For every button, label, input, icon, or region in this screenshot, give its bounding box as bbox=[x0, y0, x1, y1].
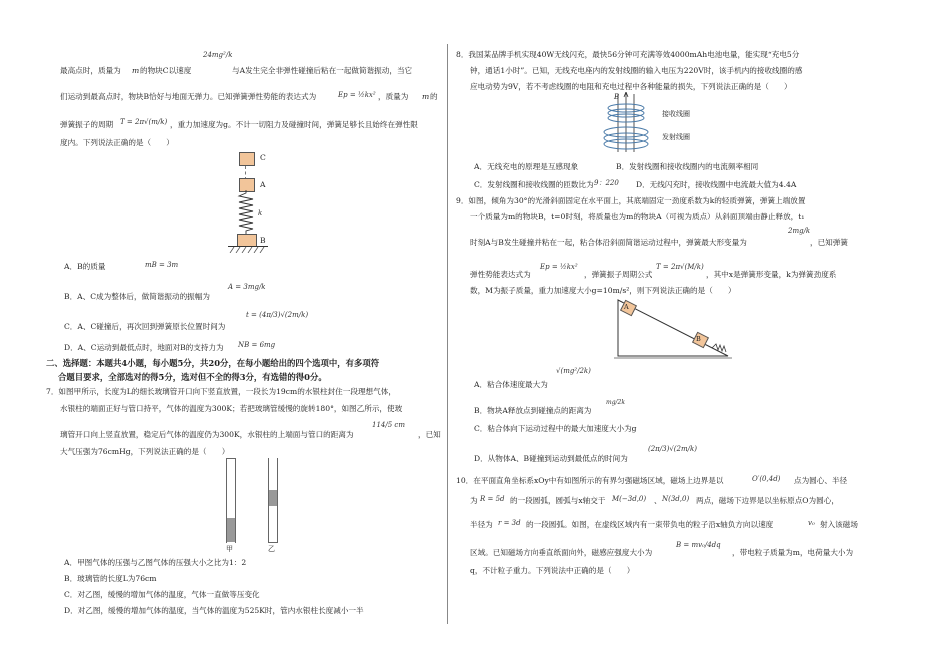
q7-option-d: D．对乙图，缓慢的增加气体的温度，当气体的温度为525K时，管内水银柱长度减小一半 bbox=[64, 606, 364, 615]
q7-option-a: A．甲图气体的压强与乙图气体的压强大小之比为1：2 bbox=[64, 558, 247, 567]
q9-option-b: B．物块A释放点到碰撞点的距离为 bbox=[474, 406, 592, 415]
spring-coil-icon bbox=[236, 190, 256, 234]
q7-option-c: C．对乙图，缓慢的增加气体的温度，气体一直做等压变化 bbox=[64, 590, 260, 599]
label-sending-coil: 发射线圈 bbox=[662, 133, 690, 141]
q10-line2-a: 为 bbox=[470, 496, 478, 505]
ground-hatch-icon bbox=[228, 247, 268, 253]
q8-option-b: B．发射线圈和接收线圈内的电流频率相同 bbox=[616, 162, 759, 171]
q9-option-a: A．粘合体速度最大为 bbox=[474, 380, 548, 389]
q6-line1-a: 最高点时，质量为 bbox=[60, 66, 121, 75]
q9-option-d: D．从物体A、B碰撞到运动到最低点的时间为 bbox=[474, 454, 628, 463]
q10-small-radius-formula: r = 3d bbox=[498, 519, 521, 527]
q9-deformation-formula: 2mg/k bbox=[788, 227, 811, 235]
q8-line3: 应电动势为9V，若不考虑线圈的电阻和充电过程中各种能量的损失，下列说法正确的是（ ） bbox=[470, 82, 792, 91]
q6-line3-b: ，重力加速度为g。不计一切阻力及碰撞时间，弹簧足够长且始终在弹性限 bbox=[170, 120, 418, 129]
q10-velocity-formula: v₀ bbox=[808, 519, 815, 527]
q6-option-a: A．B的质量 bbox=[64, 262, 106, 271]
q10-line5: q，不计粒子重力。下列说法中正确的是（ ） bbox=[470, 566, 635, 575]
q8-option-a: A．无线充电的原理是互感现象 bbox=[474, 162, 579, 171]
section2-header-line1: 二、选择题：本题共4小题，每小题5分，共20分，在每小题给出的四个选项中，有多项符 bbox=[46, 358, 380, 368]
label-a: A bbox=[624, 303, 629, 311]
q9-line4-a: 弹性势能表达式为 bbox=[470, 270, 531, 279]
label-yi: 乙 bbox=[268, 545, 275, 553]
q9-line3: 时刻A与B发生碰撞并粘在一起，粘合体沿斜面简谐运动过程中，弹簧最大形变量为 bbox=[470, 238, 747, 247]
label-field-b: B bbox=[614, 93, 620, 101]
q6-line2-c: 的 bbox=[430, 92, 438, 101]
spring-figure bbox=[228, 150, 288, 254]
section2-header-line2: 合题目要求，全部选对的得5分，选对但不全的得3分，有选错的得0分。 bbox=[58, 372, 327, 382]
coils-figure bbox=[596, 92, 706, 154]
label-b: B bbox=[260, 236, 266, 245]
q7-distance-formula: 114/5 cm bbox=[372, 421, 405, 429]
q10-line3-b: 的一段圆弧。如图，在虚线区域内有一束带负电的粒子沿x轴负方向以速度 bbox=[526, 520, 774, 529]
q10-line3-a: 半径为 bbox=[470, 520, 493, 529]
q6-line2-b: ，质量为 bbox=[378, 92, 409, 101]
q8-line2: 钟，通话1小时”。已知，无线充电座内的发射线圈的输入电压为220V时，该手机内的接收线圈的感 bbox=[470, 66, 803, 75]
q10-line2-sep: 、 bbox=[654, 496, 662, 505]
q7-line3: 璃管开口向上竖直放置，稳定后气体的温度仍为300K，水银柱的上端面与管口的距离为 bbox=[60, 430, 354, 439]
q10-radius-formula: R = 5d bbox=[480, 495, 505, 503]
q9-option-b-formula: mg/2k bbox=[606, 399, 626, 406]
label-c: C bbox=[260, 153, 266, 162]
q6-option-d-formula: NB = 6mg bbox=[238, 341, 276, 349]
q6-line1-b: 的物块C以速度 bbox=[140, 66, 192, 75]
incline-figure bbox=[614, 296, 734, 360]
q6-energy-formula: Ep = ½kx² bbox=[338, 91, 376, 99]
q6-option-c: C．A、C碰撞后，再次回到弹簧原长位置时间为 bbox=[64, 322, 226, 331]
q10-line1-b: 点为圆心、半径 bbox=[794, 476, 848, 485]
q10-field-formula: B = mv₀/4dq bbox=[676, 541, 721, 549]
q6-speed-formula: 24mg²/k bbox=[203, 51, 233, 59]
q6-line4: 度内。下列说法正确的是（ ） bbox=[60, 138, 174, 147]
q6-option-d: D．A、C运动到最低点时，地面对B的支持力为 bbox=[64, 343, 224, 352]
block-c bbox=[239, 152, 255, 166]
label-k: k bbox=[258, 209, 263, 217]
q6-var-m2: m bbox=[422, 92, 430, 101]
mercury-jia bbox=[227, 518, 235, 542]
q9-energy-formula: Ep = ½kx² bbox=[540, 263, 578, 271]
q6-line3-a: 弹簧振子的周期 bbox=[60, 120, 114, 129]
q6-option-a-formula: mB = 3m bbox=[145, 261, 179, 269]
q10-point-m: M(−3d,0) bbox=[612, 495, 647, 503]
q6-option-c-formula: t = (4π/3)√(2m/k) bbox=[246, 311, 309, 319]
q6-line1-c: 与A发生完全非弹性碰撞后粘在一起做简谐振动，当它 bbox=[232, 66, 413, 75]
q9-line5: 数，M为振子质量，重力加速度大小g=10m/s²，则下列说法正确的是（ ） bbox=[470, 286, 736, 295]
label-a: A bbox=[260, 180, 266, 189]
q6-period-formula: T = 2π√(m/k) bbox=[120, 118, 168, 126]
q9-option-a-formula: √(mg²/2k) bbox=[556, 367, 591, 375]
q9-line2: 一个质量为m的物块B，t=0时刻，将质量也为m的物块A（可视为质点）从斜面顶端由静止释放，t₁ bbox=[470, 212, 805, 221]
q7-line2: 水银柱的端面正好与管口持平，气体的温度为300K；若把玻璃管缓慢的旋转180°，如图乙所示，使玻 bbox=[60, 404, 403, 413]
glass-tubes-figure bbox=[220, 456, 290, 556]
q9-option-d-formula: (2π/3)√(2m/k) bbox=[648, 445, 697, 453]
q8-line1: 8．我国某品牌手机实现40W无线闪充，最快56分钟可充满等效4000mAh电池电量，能实现“充电5分 bbox=[456, 50, 800, 59]
q9-period-formula: T = 2π√(M/k) bbox=[656, 263, 704, 271]
q9-line4-b: ，弹簧振子周期公式 bbox=[584, 270, 653, 279]
label-b: B bbox=[696, 335, 701, 343]
q8-option-c-formula: 9：220 bbox=[594, 179, 619, 187]
q10-line3-c: 射入该磁场 bbox=[820, 520, 858, 529]
q9-line3-b: ，已知弹簧 bbox=[810, 238, 848, 247]
q8-option-c: C．发射线圈和接收线圈的匝数比为 bbox=[474, 180, 594, 189]
q6-option-b-formula: A = 3mg/k bbox=[228, 283, 266, 291]
q10-center-formula: O′(0,4d) bbox=[752, 475, 781, 483]
q10-line4-a: 区域。已知磁场方向垂直纸面向外，磁感应强度大小为 bbox=[470, 548, 653, 557]
q7-line3-b: ，已知 bbox=[418, 430, 441, 439]
q9-line4-c: ，其中x是弹簧形变量，k为弹簧劲度系 bbox=[706, 270, 837, 279]
q6-option-b: B．A、C成为整体后，做简谐振动的振幅为 bbox=[64, 292, 210, 301]
q10-line2-c: 两点，磁场下边界是以坐标原点O为圆心， bbox=[696, 496, 839, 505]
q10-point-n: N(3d,0) bbox=[662, 495, 690, 503]
q8-option-d: D．无线闪充时，接收线圈中电流最大值为4.4A bbox=[636, 180, 797, 189]
column-divider bbox=[447, 44, 448, 624]
q10-line2-b: 的一段圆弧，圆弧与x轴交于 bbox=[510, 496, 606, 505]
coils-icon bbox=[596, 92, 656, 154]
q7-line1: 7．如图甲所示，长度为L的细长玻璃管开口向下竖直放置，一段长为19cm的水银柱封住一段理想气体， bbox=[46, 387, 396, 396]
q9-option-c: C．粘合体向下运动过程中的最大加速度大小为g bbox=[474, 424, 637, 433]
q7-option-b: B．玻璃管的长度L为76cm bbox=[64, 574, 157, 583]
label-jia: 甲 bbox=[226, 545, 233, 553]
mercury-yi bbox=[269, 490, 277, 506]
q6-line2: 们运动到最高点时，物块B恰好与地面无弹力。已知弹簧弹性势能的表达式为 bbox=[60, 92, 317, 101]
q10-line1: 10．在平面直角坐标系xOy中有如图所示的有界匀强磁场区域，磁场上边界是以 bbox=[456, 476, 724, 485]
label-receiving-coil: 接收线圈 bbox=[662, 110, 690, 118]
q6-var-m: m bbox=[132, 66, 140, 75]
q7-line4: 大气压强为76cmHg，下列说法正确的是（ ） bbox=[60, 447, 230, 456]
q10-line4-b: ，带电粒子质量为m，电荷量大小为 bbox=[732, 548, 854, 557]
q9-line1: 9．如图，倾角为30°的光滑斜面固定在水平面上，其底端固定一劲度系数为k的轻质弹簧，弹簧上端放置 bbox=[456, 196, 806, 205]
